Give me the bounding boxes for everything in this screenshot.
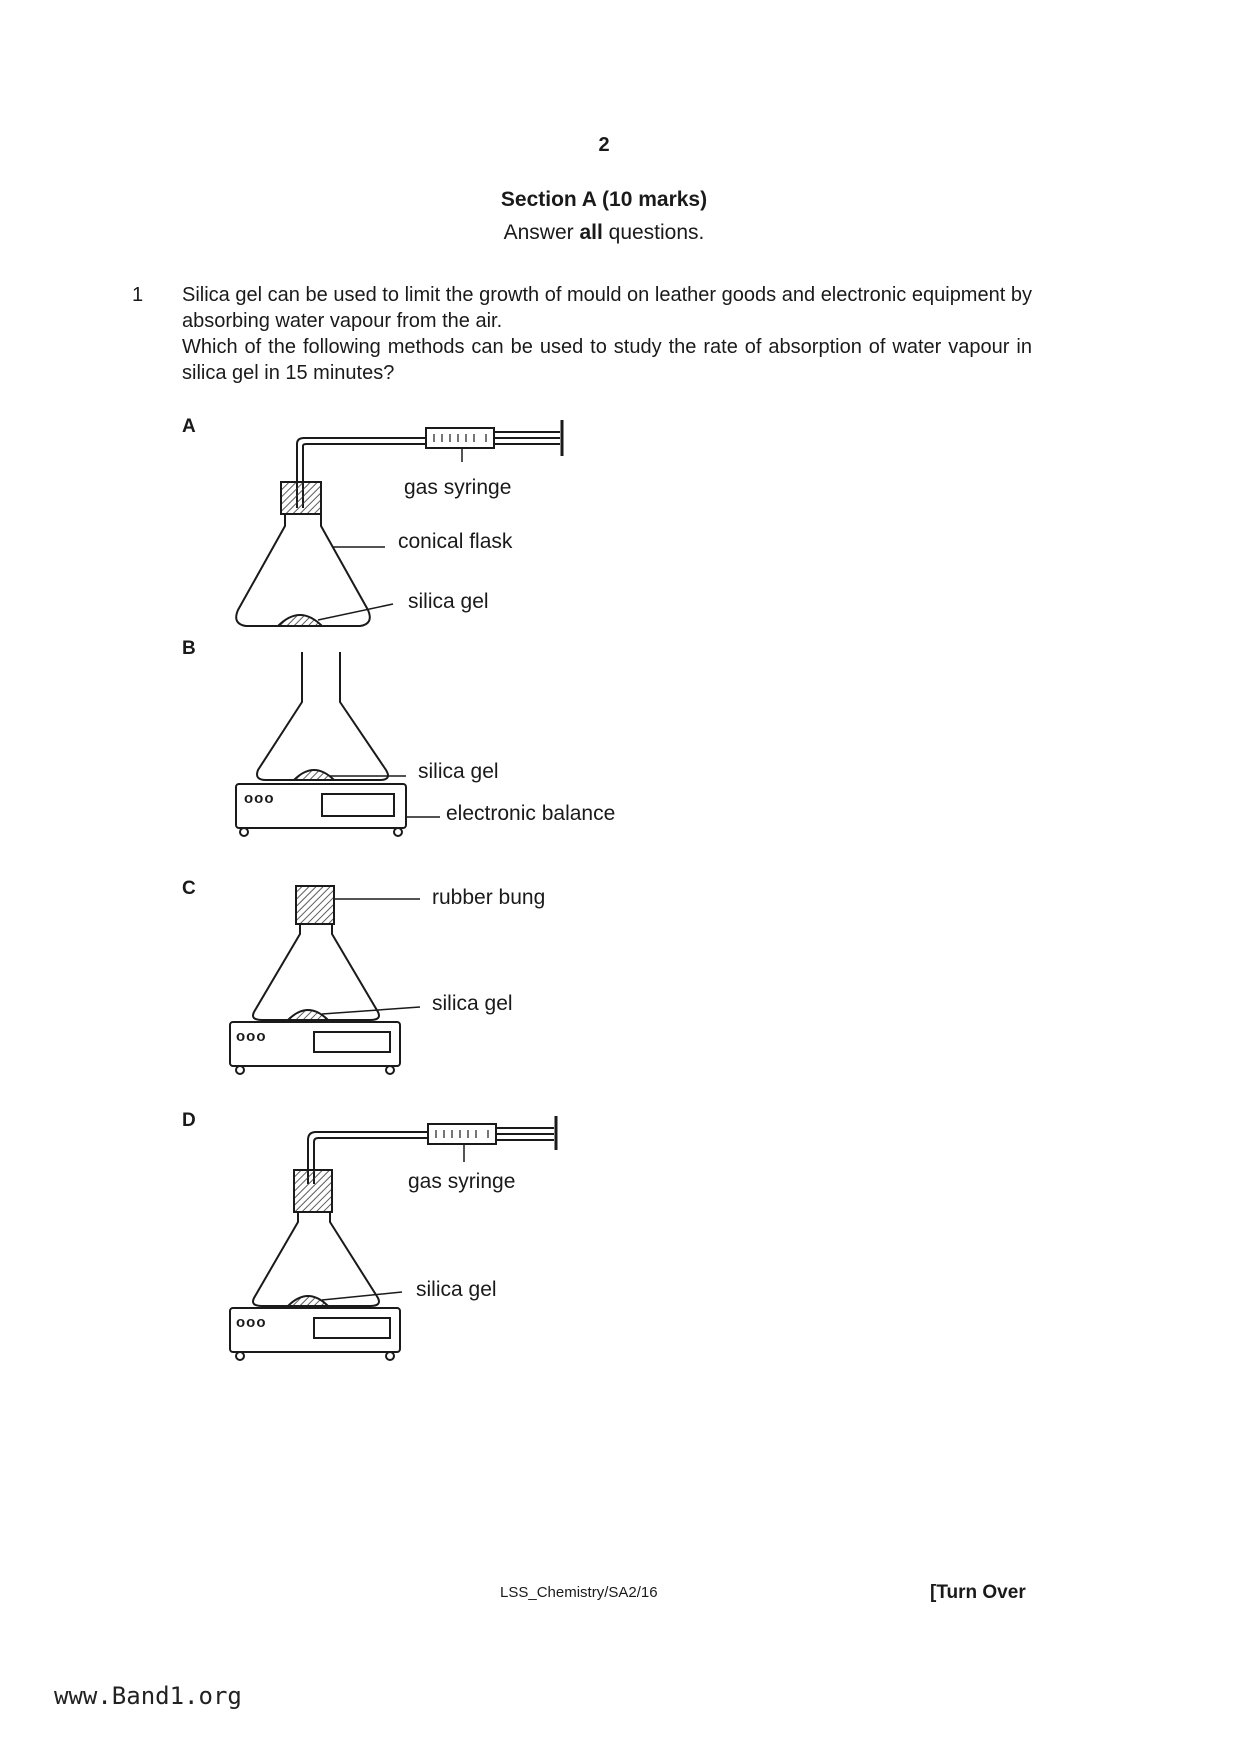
option-c-label-silica-gel: silica gel xyxy=(432,992,513,1015)
page-number: 2 xyxy=(598,134,610,156)
option-b-label-electronic-balance: electronic balance xyxy=(446,802,616,825)
option-d-label-silica-gel: silica gel xyxy=(416,1278,497,1301)
option-b-letter: B xyxy=(182,638,196,659)
watermark: www.Band1.org xyxy=(54,1682,242,1710)
question-text-line1: Silica gel can be used to limit the growth of mould on leather goods and electronic equipment by absorbing water vapour from the air. xyxy=(182,284,1032,332)
option-c-balance-buttons: ooo xyxy=(236,1028,267,1045)
option-d-letter: D xyxy=(182,1110,196,1131)
option-d-diagram xyxy=(230,1116,556,1360)
option-c-letter: C xyxy=(182,878,196,899)
option-a-label-conical-flask: conical flask xyxy=(398,530,513,553)
question-text-line2: Which of the following methods can be used to study the rate of absorption of water vapour in silica gel in 15 minutes? xyxy=(182,336,1032,384)
instruction-prefix: Answer xyxy=(503,221,580,244)
option-c-label-rubber-bung: rubber bung xyxy=(432,886,546,909)
section-title: Section A (10 marks) xyxy=(500,188,708,211)
option-d-label-gas-syringe: gas syringe xyxy=(408,1170,516,1193)
footer-turn-over: [Turn Over xyxy=(930,1582,1026,1603)
option-b-balance-buttons: ooo xyxy=(244,790,275,807)
option-a-diagram xyxy=(236,420,562,626)
question-number: 1 xyxy=(132,284,144,306)
option-b-label-silica-gel: silica gel xyxy=(418,760,499,783)
option-d-balance-buttons: ooo xyxy=(236,1314,267,1331)
instruction-suffix: questions. xyxy=(602,221,705,244)
option-b-diagram xyxy=(236,652,440,836)
footer-paper-code: LSS_Chemistry/SA2/16 xyxy=(500,1584,658,1601)
instruction-bold: all xyxy=(579,221,603,244)
option-a-letter: A xyxy=(182,416,196,437)
option-c-diagram xyxy=(230,886,420,1074)
option-a-label-silica-gel: silica gel xyxy=(408,590,489,613)
option-a-label-gas-syringe: gas syringe xyxy=(404,476,512,499)
